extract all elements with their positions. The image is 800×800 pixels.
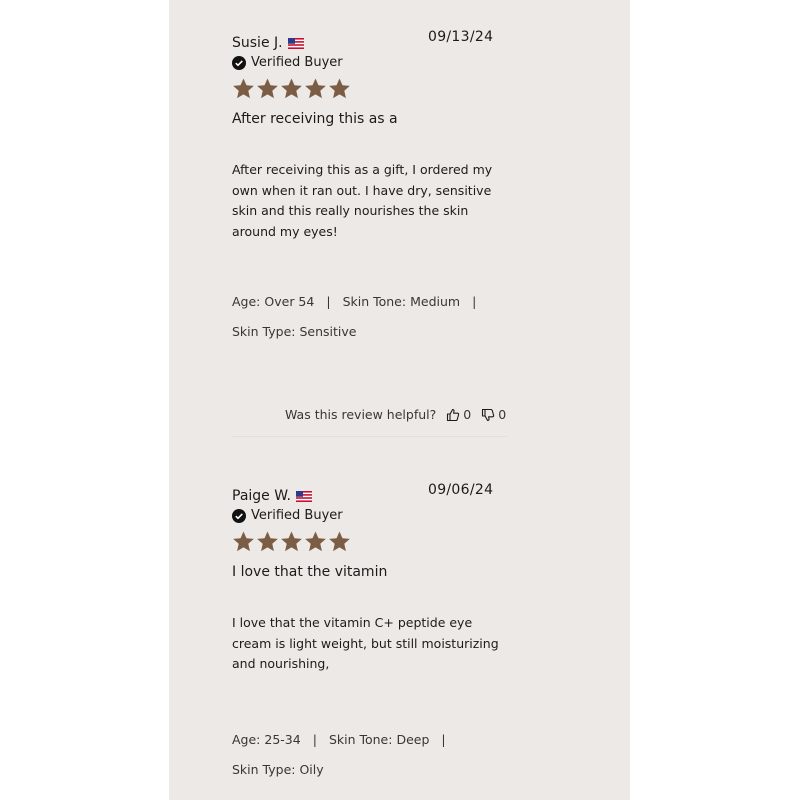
check-circle-icon [232, 509, 246, 523]
star-icon [280, 77, 303, 100]
review-body: I love that the vitamin C+ peptide eye cream is light weight, but still moisturizing and nourishing, [232, 615, 499, 671]
star-icon [280, 530, 303, 553]
verified-buyer-badge [232, 508, 507, 523]
star-icon [304, 77, 327, 100]
thumbs-down-icon [481, 408, 495, 422]
attr-separator: | [326, 293, 331, 309]
thumbs-down-button[interactable] [481, 407, 506, 422]
review-attributes [232, 292, 507, 340]
us-flag-icon [288, 38, 304, 49]
verified-label: Verified Buyer [251, 55, 343, 70]
reviews-panel [169, 0, 630, 800]
star-icon [256, 77, 279, 100]
skin-type-label: Skin Type: [232, 323, 296, 339]
skin-tone-label: Skin Tone: [342, 293, 407, 309]
thumbs-up-count: 0 [463, 407, 472, 422]
star-rating [232, 530, 507, 554]
star-icon [232, 530, 255, 553]
skin-type-value: Sensitive [299, 323, 357, 339]
check-circle-icon [232, 56, 246, 70]
age-label: Age: [232, 293, 261, 309]
attr-separator: | [472, 293, 477, 309]
verified-buyer-badge [232, 55, 507, 70]
attr-separator: | [312, 732, 317, 747]
review-header [232, 482, 507, 505]
star-icon [256, 530, 279, 553]
helpful-row [285, 407, 506, 422]
skin-type-label: Skin Type: [232, 762, 296, 777]
reviewer [232, 488, 312, 504]
age-value: Over 54 [264, 293, 315, 309]
review-card [232, 482, 507, 779]
star-icon [328, 530, 351, 553]
star-icon [328, 77, 351, 100]
skin-type-value: Oily [299, 762, 324, 777]
star-icon [232, 77, 255, 100]
helpful-label: Was this review helpful? [285, 407, 437, 422]
skin-tone-label: Skin Tone: [328, 732, 393, 747]
star-rating [232, 77, 507, 101]
review-card [232, 29, 507, 340]
review-header [232, 29, 507, 52]
review-body: After receiving this as a gift, I ordered my own when it ran out. I have dry, sensitive skin and this really nourishes the skin around my eyes! [232, 162, 493, 239]
star-icon [304, 530, 327, 553]
review-date: 09/06/24 [428, 482, 494, 498]
reviewer-name: Paige W. [232, 488, 291, 504]
reviewer-name: Susie J. [232, 35, 283, 51]
review-date: 09/13/24 [428, 29, 494, 45]
review-divider [232, 436, 507, 437]
thumbs-up-icon [446, 408, 460, 422]
skin-tone-value: Deep [396, 732, 430, 747]
review-title: After receiving this as a [232, 111, 398, 127]
age-value: 25-34 [264, 732, 301, 747]
review-title: I love that the vitamin [232, 564, 388, 580]
age-label: Age: [232, 732, 261, 747]
reviewer [232, 35, 304, 51]
review-attributes [232, 731, 507, 779]
attr-separator: | [441, 732, 446, 747]
us-flag-icon [296, 491, 312, 502]
skin-tone-value: Medium [410, 293, 461, 309]
thumbs-down-count: 0 [498, 407, 507, 422]
verified-label: Verified Buyer [251, 508, 343, 523]
thumbs-up-button[interactable] [446, 407, 471, 422]
